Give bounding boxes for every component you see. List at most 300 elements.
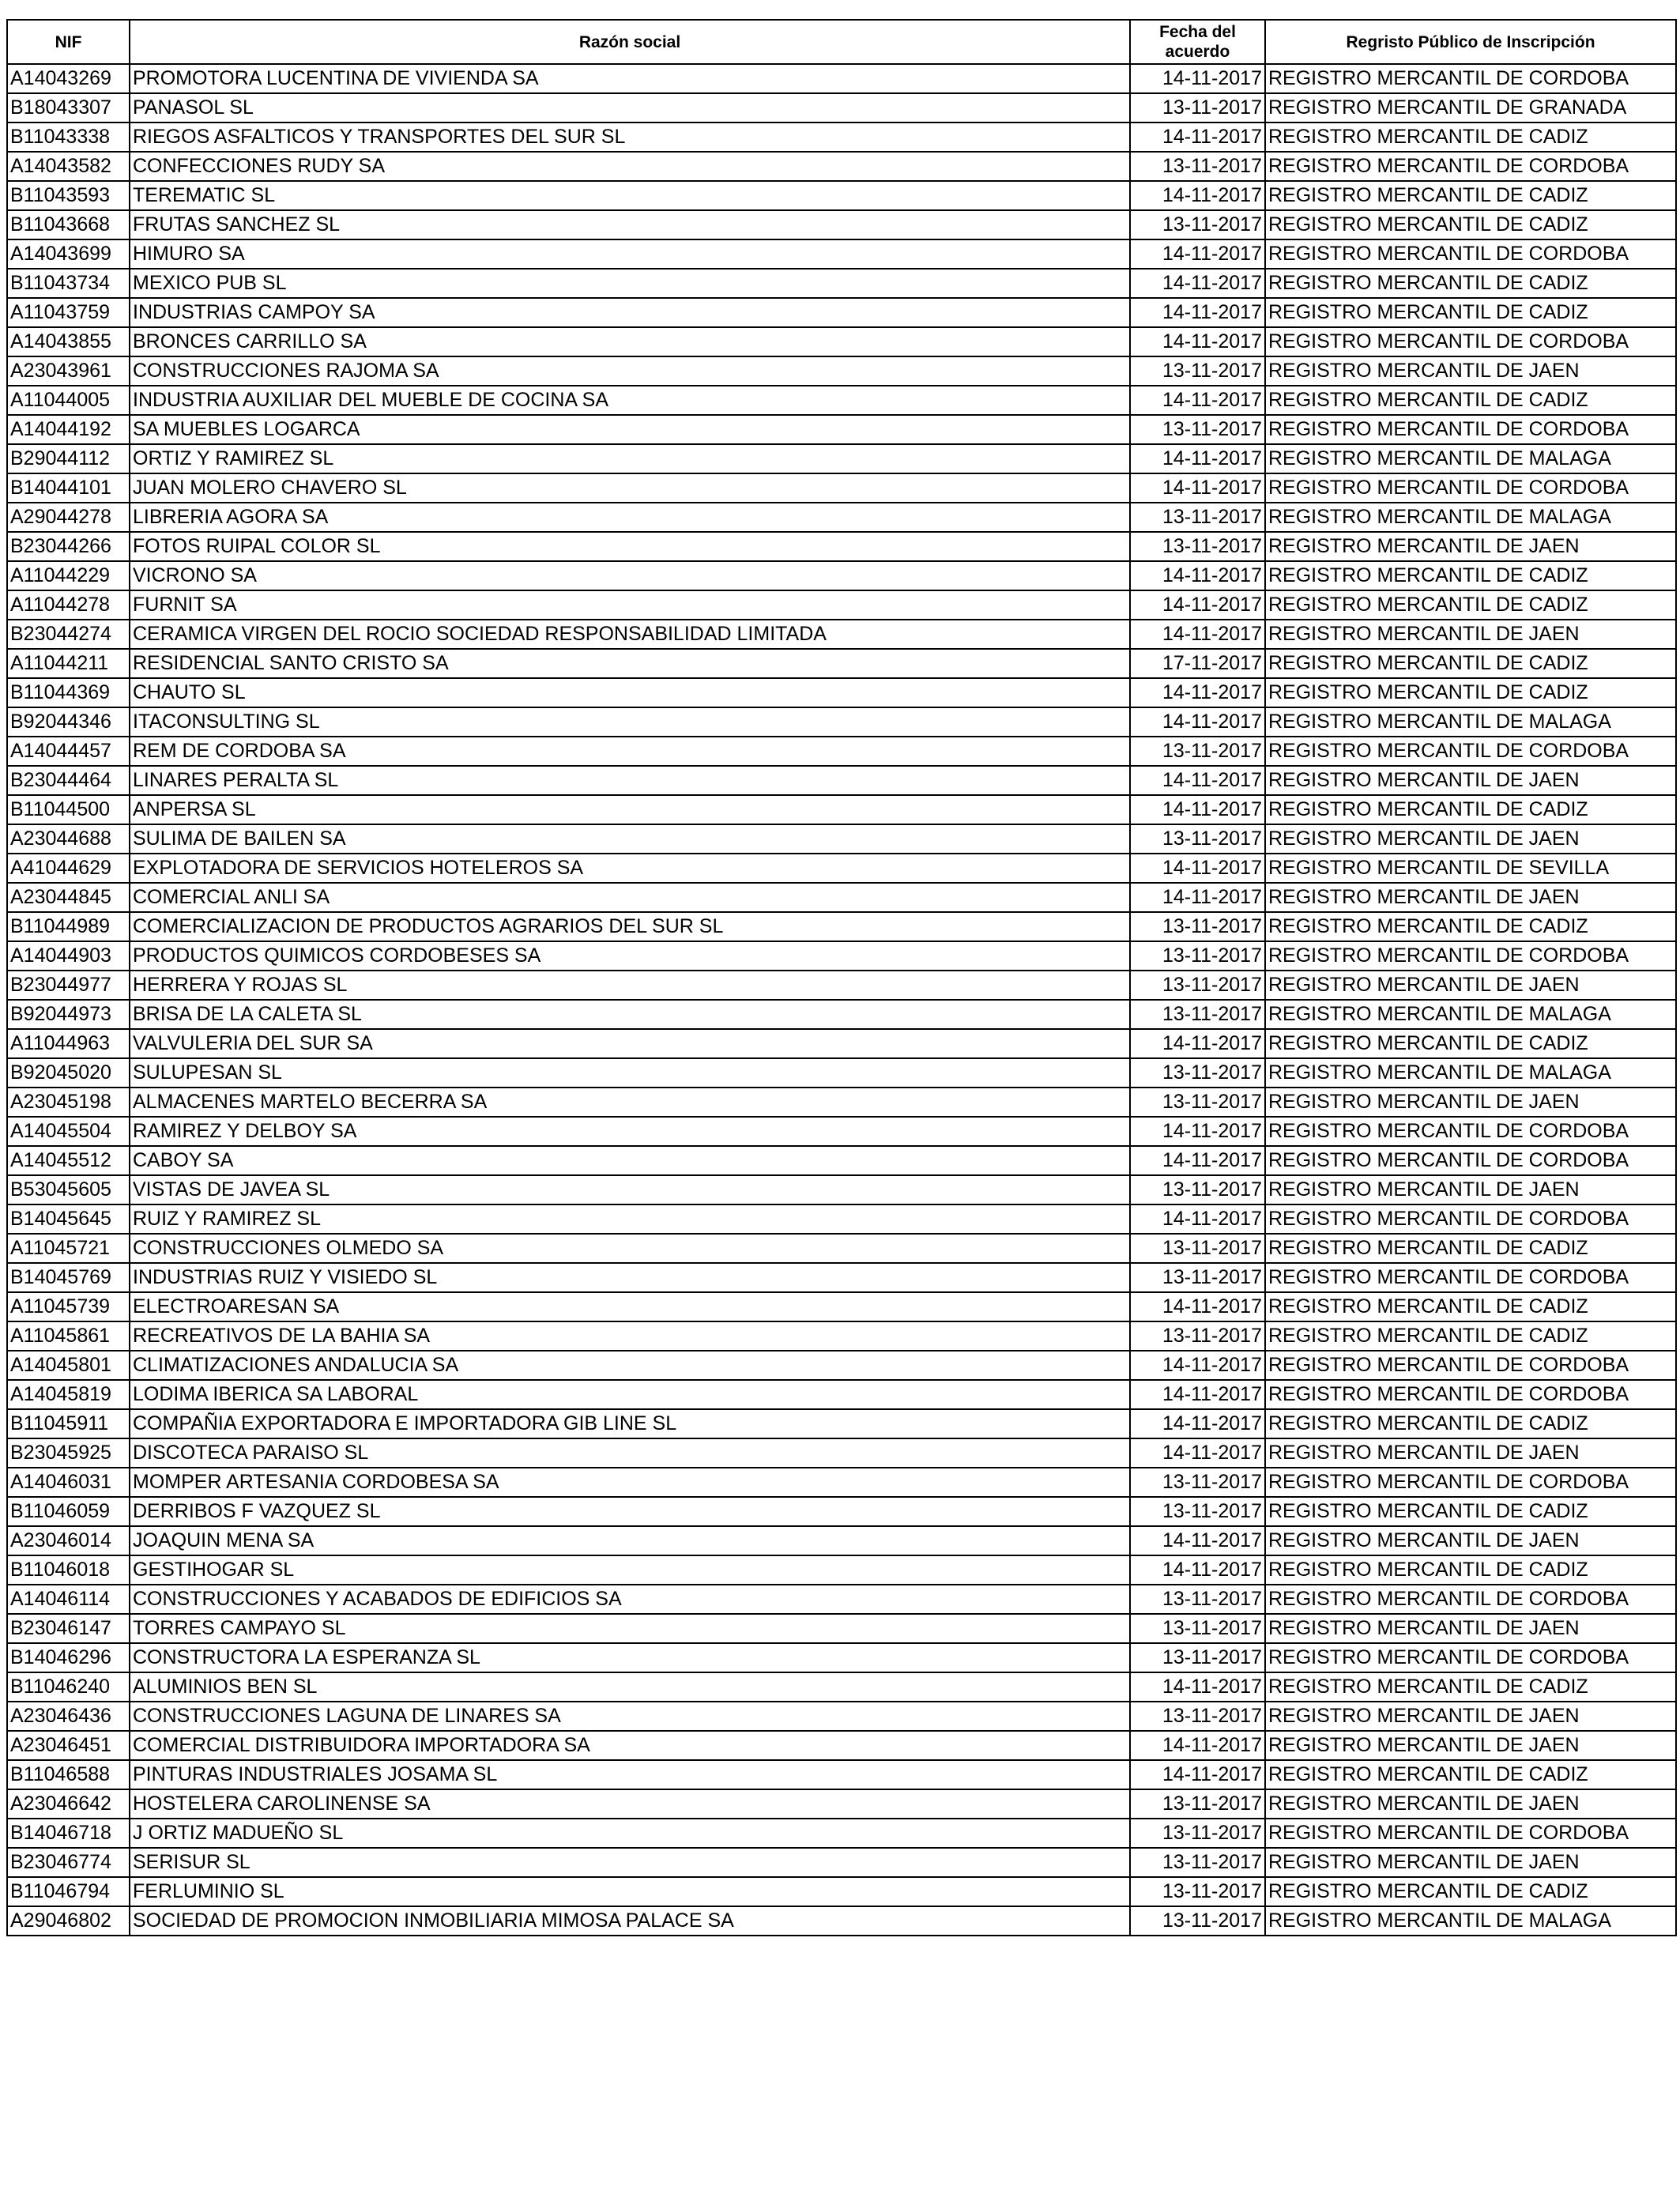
cell-razon-social: ITACONSULTING SL	[130, 707, 1130, 737]
cell-registro: REGISTRO MERCANTIL DE CORDOBA	[1265, 473, 1676, 503]
cell-nif: A23046642	[7, 1789, 130, 1819]
cell-registro: REGISTRO MERCANTIL DE CADIZ	[1265, 123, 1676, 152]
cell-nif: A14045801	[7, 1351, 130, 1380]
cell-registro: REGISTRO MERCANTIL DE JAEN	[1265, 1702, 1676, 1731]
table-row	[7, 503, 1676, 532]
cell-nif: A29044278	[7, 503, 130, 532]
cell-nif: A11045861	[7, 1321, 130, 1351]
cell-nif: A14044903	[7, 941, 130, 971]
table-row	[7, 766, 1676, 795]
table-row	[7, 1058, 1676, 1088]
cell-nif: A11044211	[7, 649, 130, 678]
cell-razon-social: DERRIBOS F VAZQUEZ SL	[130, 1497, 1130, 1526]
cell-nif: B11044989	[7, 912, 130, 941]
cell-razon-social: HERRERA Y ROJAS SL	[130, 971, 1130, 1000]
cell-nif: B14044101	[7, 473, 130, 503]
cell-razon-social: LINARES PERALTA SL	[130, 766, 1130, 795]
table-row	[7, 1438, 1676, 1468]
cell-fecha-acuerdo: 13-11-2017	[1130, 503, 1265, 532]
cell-registro: REGISTRO MERCANTIL DE CADIZ	[1265, 1877, 1676, 1906]
header-fecha-line1: Fecha del	[1159, 23, 1236, 41]
cell-fecha-acuerdo: 17-11-2017	[1130, 649, 1265, 678]
table-row	[7, 1380, 1676, 1409]
cell-nif: A23044845	[7, 883, 130, 912]
table-row	[7, 590, 1676, 620]
header-razon-social: Razón social	[130, 20, 1130, 64]
cell-registro: REGISTRO MERCANTIL DE CORDOBA	[1265, 327, 1676, 356]
table-row	[7, 941, 1676, 971]
cell-registro: REGISTRO MERCANTIL DE CADIZ	[1265, 386, 1676, 415]
table-row	[7, 1000, 1676, 1029]
cell-nif: B23044464	[7, 766, 130, 795]
cell-razon-social: J ORTIZ MADUEÑO SL	[130, 1819, 1130, 1848]
cell-razon-social: SULUPESAN SL	[130, 1058, 1130, 1088]
cell-fecha-acuerdo: 13-11-2017	[1130, 1000, 1265, 1029]
cell-razon-social: FERLUMINIO SL	[130, 1877, 1130, 1906]
table-row	[7, 1117, 1676, 1146]
cell-nif: B23046774	[7, 1848, 130, 1877]
table-row	[7, 356, 1676, 386]
header-fecha-acuerdo	[1130, 20, 1265, 64]
cell-fecha-acuerdo: 14-11-2017	[1130, 795, 1265, 824]
cell-nif: A14043582	[7, 152, 130, 181]
cell-registro: REGISTRO MERCANTIL DE JAEN	[1265, 971, 1676, 1000]
cell-nif: B14045769	[7, 1263, 130, 1292]
cell-registro: REGISTRO MERCANTIL DE CADIZ	[1265, 1672, 1676, 1702]
table-row	[7, 1351, 1676, 1380]
cell-fecha-acuerdo: 14-11-2017	[1130, 327, 1265, 356]
cell-registro: REGISTRO MERCANTIL DE CORDOBA	[1265, 737, 1676, 766]
table-row	[7, 1409, 1676, 1438]
cell-fecha-acuerdo: 13-11-2017	[1130, 532, 1265, 561]
cell-fecha-acuerdo: 14-11-2017	[1130, 269, 1265, 298]
cell-nif: A23046451	[7, 1731, 130, 1760]
cell-razon-social: JUAN MOLERO CHAVERO SL	[130, 473, 1130, 503]
table-row	[7, 561, 1676, 590]
cell-razon-social: VISTAS DE JAVEA SL	[130, 1175, 1130, 1204]
table-row	[7, 795, 1676, 824]
cell-razon-social: CONSTRUCCIONES LAGUNA DE LINARES SA	[130, 1702, 1130, 1731]
table-row	[7, 1877, 1676, 1906]
table-row	[7, 1585, 1676, 1614]
cell-fecha-acuerdo: 13-11-2017	[1130, 415, 1265, 444]
cell-registro: REGISTRO MERCANTIL DE CADIZ	[1265, 561, 1676, 590]
cell-registro: REGISTRO MERCANTIL DE CADIZ	[1265, 210, 1676, 239]
cell-registro: REGISTRO MERCANTIL DE JAEN	[1265, 883, 1676, 912]
cell-razon-social: MOMPER ARTESANIA CORDOBESA SA	[130, 1468, 1130, 1497]
table-row	[7, 854, 1676, 883]
cell-razon-social: CONSTRUCCIONES Y ACABADOS DE EDIFICIOS SA	[130, 1585, 1130, 1614]
cell-fecha-acuerdo: 14-11-2017	[1130, 883, 1265, 912]
cell-razon-social: CERAMICA VIRGEN DEL ROCIO SOCIEDAD RESPONSABILIDAD LIMITADA	[130, 620, 1130, 649]
cell-fecha-acuerdo: 13-11-2017	[1130, 1468, 1265, 1497]
cell-registro: REGISTRO MERCANTIL DE CADIZ	[1265, 1029, 1676, 1058]
table-row	[7, 1760, 1676, 1789]
table-body	[7, 64, 1676, 1936]
cell-registro: REGISTRO MERCANTIL DE CORDOBA	[1265, 1585, 1676, 1614]
cell-razon-social: SA MUEBLES LOGARCA	[130, 415, 1130, 444]
cell-nif: B18043307	[7, 93, 130, 123]
cell-nif: A14044192	[7, 415, 130, 444]
cell-nif: B53045605	[7, 1175, 130, 1204]
table-row	[7, 1526, 1676, 1555]
cell-nif: B11043668	[7, 210, 130, 239]
cell-nif: A11045739	[7, 1292, 130, 1321]
table-row	[7, 532, 1676, 561]
table-row	[7, 1146, 1676, 1175]
cell-registro: REGISTRO MERCANTIL DE CADIZ	[1265, 1497, 1676, 1526]
table-row	[7, 152, 1676, 181]
cell-registro: REGISTRO MERCANTIL DE CORDOBA	[1265, 1146, 1676, 1175]
cell-registro: REGISTRO MERCANTIL DE JAEN	[1265, 532, 1676, 561]
cell-razon-social: COMERCIALIZACION DE PRODUCTOS AGRARIOS DEL SUR SL	[130, 912, 1130, 941]
cell-fecha-acuerdo: 14-11-2017	[1130, 561, 1265, 590]
registry-table	[6, 19, 1677, 1936]
cell-registro: REGISTRO MERCANTIL DE CADIZ	[1265, 678, 1676, 707]
cell-nif: A41044629	[7, 854, 130, 883]
cell-registro: REGISTRO MERCANTIL DE MALAGA	[1265, 444, 1676, 473]
header-fecha-line2: acuerdo	[1165, 43, 1230, 61]
cell-razon-social: PINTURAS INDUSTRIALES JOSAMA SL	[130, 1760, 1130, 1789]
cell-fecha-acuerdo: 13-11-2017	[1130, 1614, 1265, 1643]
table-row	[7, 620, 1676, 649]
cell-fecha-acuerdo: 13-11-2017	[1130, 1643, 1265, 1672]
cell-registro: REGISTRO MERCANTIL DE CORDOBA	[1265, 239, 1676, 269]
table-row	[7, 181, 1676, 210]
cell-nif: B11046588	[7, 1760, 130, 1789]
table-row	[7, 1906, 1676, 1936]
cell-nif: A29046802	[7, 1906, 130, 1936]
cell-fecha-acuerdo: 14-11-2017	[1130, 590, 1265, 620]
cell-nif: A14043269	[7, 64, 130, 93]
cell-fecha-acuerdo: 14-11-2017	[1130, 1438, 1265, 1468]
table-row	[7, 239, 1676, 269]
header-registro: Regristo Público de Inscripción	[1265, 20, 1676, 64]
table-row	[7, 93, 1676, 123]
table-row	[7, 1731, 1676, 1760]
cell-nif: B29044112	[7, 444, 130, 473]
cell-razon-social: INDUSTRIAS CAMPOY SA	[130, 298, 1130, 327]
cell-nif: B23045925	[7, 1438, 130, 1468]
cell-nif: B92044346	[7, 707, 130, 737]
table-row	[7, 1321, 1676, 1351]
cell-registro: REGISTRO MERCANTIL DE CORDOBA	[1265, 1204, 1676, 1234]
cell-registro: REGISTRO MERCANTIL DE JAEN	[1265, 1438, 1676, 1468]
cell-fecha-acuerdo: 13-11-2017	[1130, 912, 1265, 941]
cell-razon-social: ALMACENES MARTELO BECERRA SA	[130, 1088, 1130, 1117]
cell-nif: A14043699	[7, 239, 130, 269]
cell-nif: B11046018	[7, 1555, 130, 1585]
cell-razon-social: HOSTELERA CAROLINENSE SA	[130, 1789, 1130, 1819]
cell-fecha-acuerdo: 13-11-2017	[1130, 737, 1265, 766]
cell-fecha-acuerdo: 14-11-2017	[1130, 123, 1265, 152]
cell-razon-social: HIMURO SA	[130, 239, 1130, 269]
cell-razon-social: PRODUCTOS QUIMICOS CORDOBESES SA	[130, 941, 1130, 971]
cell-registro: REGISTRO MERCANTIL DE CORDOBA	[1265, 1263, 1676, 1292]
cell-razon-social: CLIMATIZACIONES ANDALUCIA SA	[130, 1351, 1130, 1380]
cell-registro: REGISTRO MERCANTIL DE MALAGA	[1265, 1058, 1676, 1088]
table-row	[7, 1497, 1676, 1526]
cell-nif: A23045198	[7, 1088, 130, 1117]
cell-razon-social: CONSTRUCCIONES RAJOMA SA	[130, 356, 1130, 386]
table-row	[7, 1204, 1676, 1234]
cell-razon-social: FURNIT SA	[130, 590, 1130, 620]
cell-registro: REGISTRO MERCANTIL DE JAEN	[1265, 1526, 1676, 1555]
cell-nif: B11043734	[7, 269, 130, 298]
cell-fecha-acuerdo: 13-11-2017	[1130, 1848, 1265, 1877]
cell-registro: REGISTRO MERCANTIL DE CORDOBA	[1265, 1643, 1676, 1672]
cell-razon-social: JOAQUIN MENA SA	[130, 1526, 1130, 1555]
cell-razon-social: INDUSTRIA AUXILIAR DEL MUEBLE DE COCINA SA	[130, 386, 1130, 415]
cell-registro: REGISTRO MERCANTIL DE CADIZ	[1265, 1760, 1676, 1789]
cell-fecha-acuerdo: 13-11-2017	[1130, 1702, 1265, 1731]
cell-nif: A11044278	[7, 590, 130, 620]
cell-fecha-acuerdo: 13-11-2017	[1130, 1877, 1265, 1906]
cell-nif: B14046296	[7, 1643, 130, 1672]
cell-razon-social: ANPERSA SL	[130, 795, 1130, 824]
table-row	[7, 415, 1676, 444]
cell-registro: REGISTRO MERCANTIL DE CADIZ	[1265, 298, 1676, 327]
cell-fecha-acuerdo: 14-11-2017	[1130, 707, 1265, 737]
cell-nif: A11043759	[7, 298, 130, 327]
table-row	[7, 707, 1676, 737]
table-row	[7, 1029, 1676, 1058]
table-row	[7, 1175, 1676, 1204]
cell-fecha-acuerdo: 14-11-2017	[1130, 620, 1265, 649]
table-row	[7, 1672, 1676, 1702]
cell-nif: B23044266	[7, 532, 130, 561]
cell-fecha-acuerdo: 14-11-2017	[1130, 678, 1265, 707]
table-row	[7, 1088, 1676, 1117]
table-row	[7, 649, 1676, 678]
cell-razon-social: FOTOS RUIPAL COLOR SL	[130, 532, 1130, 561]
cell-razon-social: PROMOTORA LUCENTINA DE VIVIENDA SA	[130, 64, 1130, 93]
cell-nif: B92045020	[7, 1058, 130, 1088]
cell-fecha-acuerdo: 13-11-2017	[1130, 971, 1265, 1000]
cell-razon-social: RESIDENCIAL SANTO CRISTO SA	[130, 649, 1130, 678]
table-row	[7, 298, 1676, 327]
cell-registro: REGISTRO MERCANTIL DE JAEN	[1265, 824, 1676, 854]
cell-registro: REGISTRO MERCANTIL DE JAEN	[1265, 1088, 1676, 1117]
cell-fecha-acuerdo: 14-11-2017	[1130, 1672, 1265, 1702]
cell-razon-social: RAMIREZ Y DELBOY SA	[130, 1117, 1130, 1146]
cell-razon-social: LODIMA IBERICA SA LABORAL	[130, 1380, 1130, 1409]
cell-registro: REGISTRO MERCANTIL DE CORDOBA	[1265, 64, 1676, 93]
cell-razon-social: COMERCIAL ANLI SA	[130, 883, 1130, 912]
cell-registro: REGISTRO MERCANTIL DE CADIZ	[1265, 649, 1676, 678]
cell-fecha-acuerdo: 14-11-2017	[1130, 64, 1265, 93]
cell-registro: REGISTRO MERCANTIL DE CADIZ	[1265, 1292, 1676, 1321]
table-row	[7, 1819, 1676, 1848]
cell-fecha-acuerdo: 14-11-2017	[1130, 1204, 1265, 1234]
cell-registro: REGISTRO MERCANTIL DE SEVILLA	[1265, 854, 1676, 883]
cell-registro: REGISTRO MERCANTIL DE MALAGA	[1265, 503, 1676, 532]
table-row	[7, 386, 1676, 415]
cell-razon-social: INDUSTRIAS RUIZ Y VISIEDO SL	[130, 1263, 1130, 1292]
cell-razon-social: RUIZ Y RAMIREZ SL	[130, 1204, 1130, 1234]
cell-razon-social: VALVULERIA DEL SUR SA	[130, 1029, 1130, 1058]
cell-registro: REGISTRO MERCANTIL DE JAEN	[1265, 356, 1676, 386]
cell-nif: B11046059	[7, 1497, 130, 1526]
cell-registro: REGISTRO MERCANTIL DE CADIZ	[1265, 1321, 1676, 1351]
cell-registro: REGISTRO MERCANTIL DE JAEN	[1265, 1175, 1676, 1204]
cell-razon-social: FRUTAS SANCHEZ SL	[130, 210, 1130, 239]
cell-registro: REGISTRO MERCANTIL DE JAEN	[1265, 620, 1676, 649]
cell-fecha-acuerdo: 13-11-2017	[1130, 1819, 1265, 1848]
table-row	[7, 269, 1676, 298]
cell-fecha-acuerdo: 13-11-2017	[1130, 93, 1265, 123]
cell-registro: REGISTRO MERCANTIL DE CORDOBA	[1265, 1351, 1676, 1380]
cell-nif: A11045721	[7, 1234, 130, 1263]
cell-registro: REGISTRO MERCANTIL DE CADIZ	[1265, 1234, 1676, 1263]
table-row	[7, 444, 1676, 473]
cell-registro: REGISTRO MERCANTIL DE CADIZ	[1265, 1555, 1676, 1585]
cell-nif: A23044688	[7, 824, 130, 854]
cell-fecha-acuerdo: 13-11-2017	[1130, 152, 1265, 181]
cell-razon-social: BRONCES CARRILLO SA	[130, 327, 1130, 356]
cell-razon-social: RIEGOS ASFALTICOS Y TRANSPORTES DEL SUR SL	[130, 123, 1130, 152]
cell-registro: REGISTRO MERCANTIL DE MALAGA	[1265, 707, 1676, 737]
cell-razon-social: SOCIEDAD DE PROMOCION INMOBILIARIA MIMOSA PALACE SA	[130, 1906, 1130, 1936]
cell-fecha-acuerdo: 14-11-2017	[1130, 1409, 1265, 1438]
cell-nif: A14043855	[7, 327, 130, 356]
cell-nif: A23046436	[7, 1702, 130, 1731]
cell-razon-social: COMPAÑIA EXPORTADORA E IMPORTADORA GIB LINE SL	[130, 1409, 1130, 1438]
cell-fecha-acuerdo: 14-11-2017	[1130, 473, 1265, 503]
cell-fecha-acuerdo: 13-11-2017	[1130, 1175, 1265, 1204]
table-row	[7, 1789, 1676, 1819]
cell-fecha-acuerdo: 14-11-2017	[1130, 1731, 1265, 1760]
cell-registro: REGISTRO MERCANTIL DE CADIZ	[1265, 795, 1676, 824]
cell-fecha-acuerdo: 14-11-2017	[1130, 386, 1265, 415]
cell-nif: B23044977	[7, 971, 130, 1000]
cell-razon-social: SERISUR SL	[130, 1848, 1130, 1877]
table-row	[7, 1848, 1676, 1877]
cell-razon-social: ORTIZ Y RAMIREZ SL	[130, 444, 1130, 473]
cell-registro: REGISTRO MERCANTIL DE CADIZ	[1265, 912, 1676, 941]
cell-nif: B11045911	[7, 1409, 130, 1438]
cell-nif: B14046718	[7, 1819, 130, 1848]
cell-fecha-acuerdo: 14-11-2017	[1130, 1555, 1265, 1585]
cell-fecha-acuerdo: 13-11-2017	[1130, 1497, 1265, 1526]
cell-razon-social: REM DE CORDOBA SA	[130, 737, 1130, 766]
header-nif: NIF	[7, 20, 130, 64]
table-row	[7, 678, 1676, 707]
table-row	[7, 1643, 1676, 1672]
cell-registro: REGISTRO MERCANTIL DE MALAGA	[1265, 1906, 1676, 1936]
cell-fecha-acuerdo: 13-11-2017	[1130, 1789, 1265, 1819]
table-row	[7, 1702, 1676, 1731]
table-row	[7, 883, 1676, 912]
cell-nif: A14044457	[7, 737, 130, 766]
cell-nif: B14045645	[7, 1204, 130, 1234]
cell-fecha-acuerdo: 14-11-2017	[1130, 181, 1265, 210]
cell-fecha-acuerdo: 13-11-2017	[1130, 1234, 1265, 1263]
cell-razon-social: EXPLOTADORA DE SERVICIOS HOTELEROS SA	[130, 854, 1130, 883]
cell-razon-social: TEREMATIC SL	[130, 181, 1130, 210]
cell-razon-social: CONFECCIONES RUDY SA	[130, 152, 1130, 181]
cell-fecha-acuerdo: 14-11-2017	[1130, 444, 1265, 473]
table-header	[7, 20, 1676, 64]
cell-razon-social: COMERCIAL DISTRIBUIDORA IMPORTADORA SA	[130, 1731, 1130, 1760]
cell-nif: A14045504	[7, 1117, 130, 1146]
cell-fecha-acuerdo: 13-11-2017	[1130, 1263, 1265, 1292]
cell-nif: A11044229	[7, 561, 130, 590]
cell-registro: REGISTRO MERCANTIL DE CORDOBA	[1265, 415, 1676, 444]
cell-nif: B11043593	[7, 181, 130, 210]
cell-razon-social: DISCOTECA PARAISO SL	[130, 1438, 1130, 1468]
table-row	[7, 971, 1676, 1000]
cell-fecha-acuerdo: 14-11-2017	[1130, 298, 1265, 327]
cell-registro: REGISTRO MERCANTIL DE MALAGA	[1265, 1000, 1676, 1029]
cell-nif: A23046014	[7, 1526, 130, 1555]
table-row	[7, 1555, 1676, 1585]
cell-registro: REGISTRO MERCANTIL DE CORDOBA	[1265, 1380, 1676, 1409]
cell-fecha-acuerdo: 14-11-2017	[1130, 239, 1265, 269]
table-row	[7, 1614, 1676, 1643]
cell-registro: REGISTRO MERCANTIL DE CADIZ	[1265, 590, 1676, 620]
cell-registro: REGISTRO MERCANTIL DE CADIZ	[1265, 181, 1676, 210]
cell-registro: REGISTRO MERCANTIL DE GRANADA	[1265, 93, 1676, 123]
cell-fecha-acuerdo: 14-11-2017	[1130, 1760, 1265, 1789]
cell-fecha-acuerdo: 14-11-2017	[1130, 1029, 1265, 1058]
cell-fecha-acuerdo: 13-11-2017	[1130, 824, 1265, 854]
cell-razon-social: CONSTRUCTORA LA ESPERANZA SL	[130, 1643, 1130, 1672]
cell-nif: A14045512	[7, 1146, 130, 1175]
cell-fecha-acuerdo: 14-11-2017	[1130, 854, 1265, 883]
cell-nif: B11044369	[7, 678, 130, 707]
cell-razon-social: PANASOL SL	[130, 93, 1130, 123]
cell-fecha-acuerdo: 13-11-2017	[1130, 1906, 1265, 1936]
cell-fecha-acuerdo: 14-11-2017	[1130, 1146, 1265, 1175]
cell-razon-social: VICRONO SA	[130, 561, 1130, 590]
table-row	[7, 210, 1676, 239]
cell-registro: REGISTRO MERCANTIL DE JAEN	[1265, 1731, 1676, 1760]
cell-registro: REGISTRO MERCANTIL DE JAEN	[1265, 1789, 1676, 1819]
table-row	[7, 1468, 1676, 1497]
cell-registro: REGISTRO MERCANTIL DE CORDOBA	[1265, 152, 1676, 181]
cell-razon-social: GESTIHOGAR SL	[130, 1555, 1130, 1585]
cell-razon-social: SULIMA DE BAILEN SA	[130, 824, 1130, 854]
cell-registro: REGISTRO MERCANTIL DE CORDOBA	[1265, 941, 1676, 971]
cell-razon-social: LIBRERIA AGORA SA	[130, 503, 1130, 532]
cell-registro: REGISTRO MERCANTIL DE JAEN	[1265, 1848, 1676, 1877]
table-row	[7, 327, 1676, 356]
cell-razon-social: CHAUTO SL	[130, 678, 1130, 707]
table-row	[7, 1263, 1676, 1292]
cell-nif: A23043961	[7, 356, 130, 386]
cell-nif: A11044005	[7, 386, 130, 415]
table-row	[7, 64, 1676, 93]
cell-fecha-acuerdo: 13-11-2017	[1130, 1585, 1265, 1614]
cell-nif: B11044500	[7, 795, 130, 824]
cell-fecha-acuerdo: 13-11-2017	[1130, 356, 1265, 386]
cell-fecha-acuerdo: 13-11-2017	[1130, 1088, 1265, 1117]
cell-registro: REGISTRO MERCANTIL DE CORDOBA	[1265, 1468, 1676, 1497]
cell-registro: REGISTRO MERCANTIL DE JAEN	[1265, 1614, 1676, 1643]
cell-nif: B23044274	[7, 620, 130, 649]
cell-fecha-acuerdo: 13-11-2017	[1130, 1058, 1265, 1088]
table-row	[7, 912, 1676, 941]
cell-fecha-acuerdo: 14-11-2017	[1130, 1292, 1265, 1321]
cell-fecha-acuerdo: 14-11-2017	[1130, 1117, 1265, 1146]
header-row	[7, 20, 1676, 64]
cell-registro: REGISTRO MERCANTIL DE CADIZ	[1265, 1409, 1676, 1438]
cell-nif: B11046794	[7, 1877, 130, 1906]
cell-razon-social: MEXICO PUB SL	[130, 269, 1130, 298]
table-row	[7, 1292, 1676, 1321]
cell-razon-social: TORRES CAMPAYO SL	[130, 1614, 1130, 1643]
